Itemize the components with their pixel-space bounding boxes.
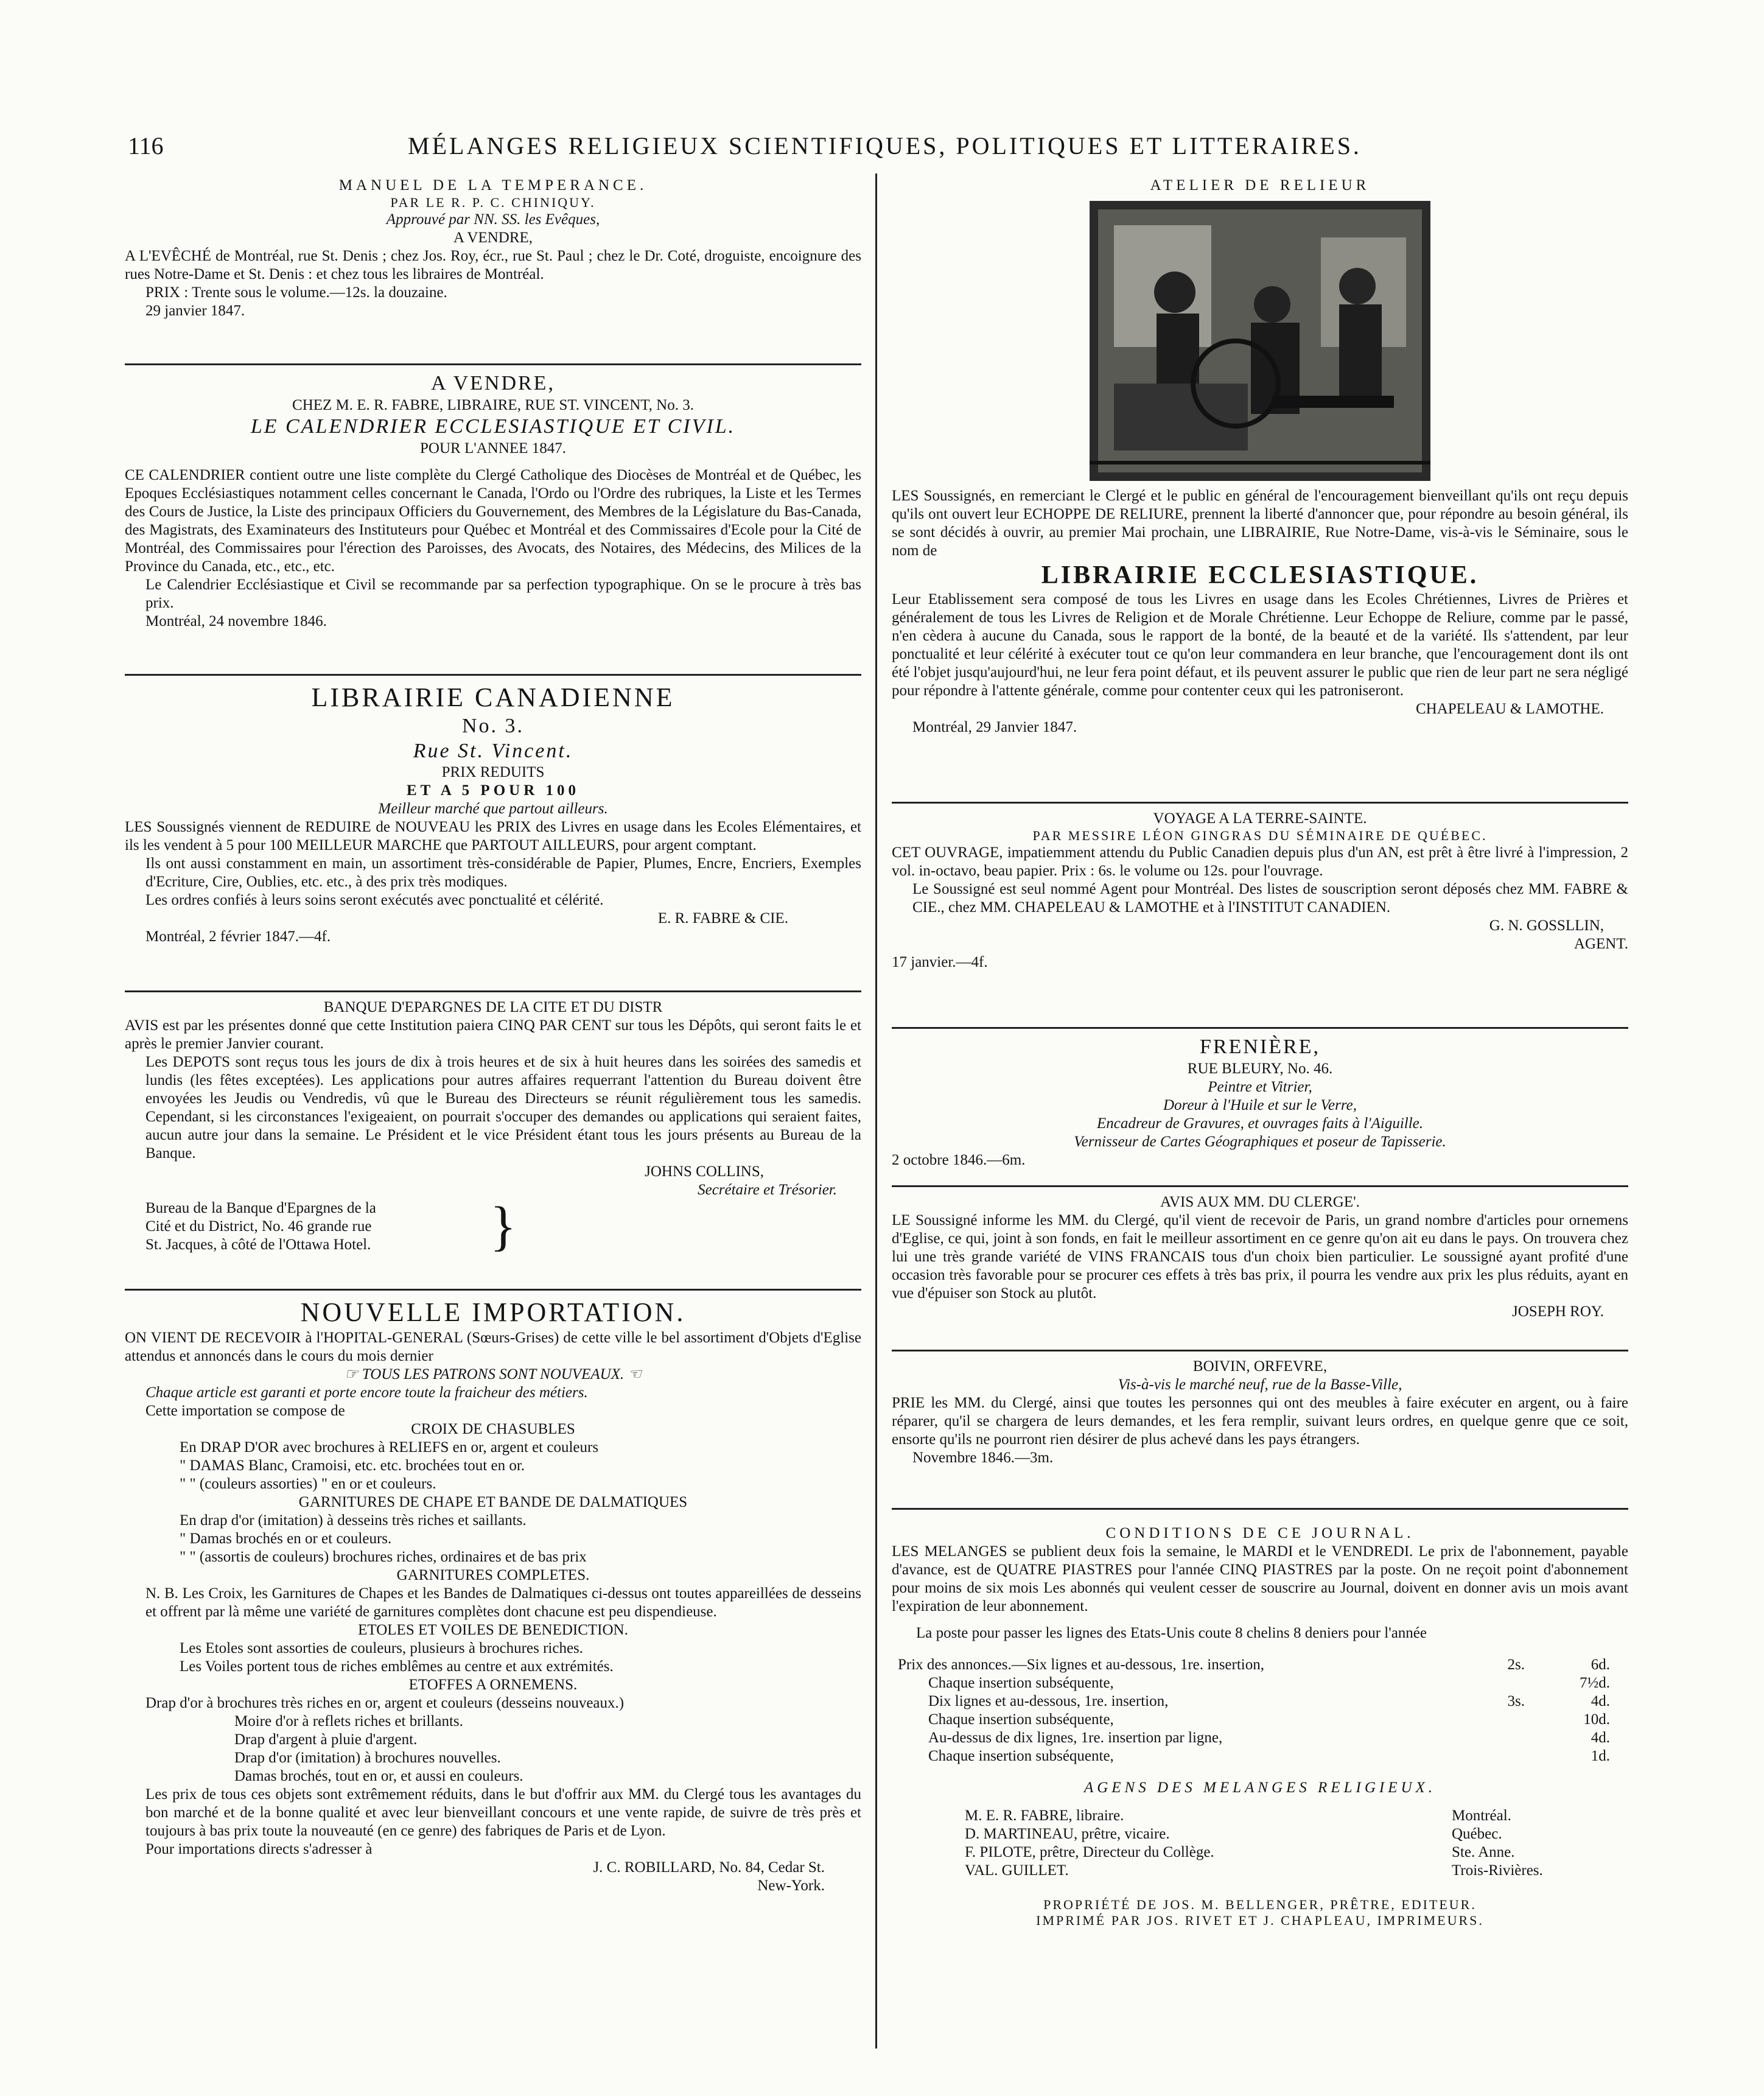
rate-row	[892, 1692, 1610, 1711]
ad-body: ON VIENT DE RECEVOIR à l'HOPITAL-GENERAL (Sœurs-Grises) de cette ville le bel assortiment d'Objets d'Eglise attendus et annoncés dans le cours du mois dernier	[125, 1329, 861, 1364]
bookbinder-engraving	[1090, 201, 1430, 481]
publisher-line: PROPRIÉTÉ DE JOS. M. BELLENGER, PRÊTRE, EDITEUR.	[1043, 1897, 1477, 1912]
ad-body: Les ordres confiés à leurs soins seront exécutés avec ponctualité et célérité.	[145, 892, 604, 909]
atelier-ad	[892, 170, 1628, 804]
ad-subheading: ETOFFES A ORNEMENS.	[408, 1676, 578, 1693]
ad-address: CHEZ M. E. R. FABRE, LIBRAIRE, RUE ST. VINCENT, No. 3.	[292, 396, 694, 413]
agent-name: M. E. R. FABRE, libraire.	[965, 1807, 1124, 1824]
rate-label: Chaque insertion subséquente,	[928, 1675, 1114, 1691]
rate-shillings: 3s.	[1507, 1693, 1525, 1709]
ad-body: LE Soussigné informe les MM. du Clergé, qu'il vient de recevoir de Paris, un grand nombre d'articles pour ornemens d'Eglise, ce qui, joint à son fonds, en fait le meilleur assortiment en ce genre qu'on ait eu dans le pays. On trouvera chez lui une très grande variété de VINS FRANCAIS tous d'un choix bien particulier. Le soussigné ayant profité d'une occasion très favorable pour se procurer ces effets à très bas prix, il pourra les vendre aux prix les plus réduits, ayant en vue d'épuiser son Stock au plutôt.	[892, 1212, 1628, 1302]
ad-signature: JOHNS COLLINS,	[645, 1163, 764, 1180]
ad-line: Pour importations directs s'adresser à	[145, 1840, 373, 1857]
ad-tagline: Meilleur marché que partout ailleurs.	[378, 801, 608, 818]
ad-signature: New-York.	[757, 1877, 825, 1894]
ad-line: Chaque article est garanti et porte encore toute la fraicheur des métiers.	[145, 1384, 588, 1401]
agent-place: Québec.	[1452, 1826, 1502, 1842]
ad-title: LIBRAIRIE CANADIENNE	[311, 682, 675, 712]
rate-pence: 10d.	[1583, 1711, 1610, 1728]
ad-body: Le Soussigné est seul nommé Agent pour Montréal. Des listes de souscription seront déposés chez MM. FABRE & CIE., chez MM. CHAPELEAU & LAMOTHE et à l'INSTITUT CANADIEN.	[912, 881, 1628, 916]
ad-signature: J. C. ROBILLARD, No. 84, Cedar St.	[593, 1859, 825, 1876]
agents-title: AGENS DES MELANGES RELIGIEUX.	[1083, 1779, 1437, 1796]
ad-banner: ☞ TOUS LES PATRONS SONT NOUVEAUX. ☜	[345, 1365, 642, 1383]
ad-brand-name: LIBRAIRIE ECCLESIASTIQUE.	[1041, 561, 1479, 589]
ad-signature: E. R. FABRE & CIE.	[657, 910, 788, 927]
ad-author: PAR LE R. P. C. CHINIQUY.	[390, 195, 596, 210]
right-column	[892, 170, 1628, 1938]
ad-body: LES Soussignés viennent de REDUIRE de NOUVEAU les PRIX des Livres en usage dans les Ecoles Elémentaires, et ils les vendent à 5 pour 100 MEILLEUR MARCHE que PARTOUT AILLEURS, pour argent comptant.	[125, 819, 861, 854]
ad-line: En DRAP D'OR avec brochures à RELIEFS en or, argent et couleurs	[180, 1439, 599, 1456]
ad-body: Les prix de tous ces objets sont extrêmement réduits, dans le but d'offrir aux MM. du Clergé tous les avantages du bon marché et de la bonne qualité et avec leur bienveillant concours et une vente rapide, de suivre de très près et toujours à bas prix toute la nouveauté (en ce genre) des fabriques de Paris et de Lyon.	[145, 1786, 861, 1839]
ad-title: MANUEL DE LA TEMPERANCE.	[338, 177, 648, 194]
agent-row	[892, 1862, 1628, 1880]
agent-name: D. MARTINEAU, prêtre, vicaire.	[965, 1826, 1170, 1842]
ad-line: Damas brochés, tout en or, et aussi en couleurs.	[234, 1767, 523, 1784]
ad-subheading: A VENDRE,	[453, 230, 533, 247]
rate-label: Au-dessus de dix lignes, 1re. insertion par ligne,	[928, 1730, 1223, 1746]
ad-signature: CHAPELEAU & LAMOTHE.	[1415, 701, 1604, 718]
ad-title: LE CALENDRIER ECCLESIASTIQUE ET CIVIL.	[250, 415, 736, 438]
page-number: 116	[128, 132, 164, 159]
ad-subheading: PRIX REDUITS	[441, 764, 545, 781]
agent-place: Montréal.	[1452, 1807, 1511, 1824]
ad-rate: ET A 5 POUR 100	[406, 782, 580, 799]
ad-title: NOUVELLE IMPORTATION.	[300, 1297, 686, 1327]
left-column	[125, 170, 861, 1904]
boivin-ad	[892, 1351, 1628, 1510]
rate-shillings: 2s.	[1507, 1656, 1525, 1673]
brace-glyph: }	[490, 1196, 517, 1257]
conditions-section	[892, 1510, 1628, 1938]
rate-row	[892, 1711, 1610, 1729]
rate-label: Chaque insertion subséquente,	[928, 1711, 1114, 1728]
ad-line: " Damas brochés en or et couleurs.	[180, 1530, 392, 1547]
ad-title: BOIVIN, ORFEVRE,	[1192, 1358, 1328, 1375]
voyage-ad	[892, 804, 1628, 1029]
rate-row	[892, 1674, 1610, 1692]
section-body: LES MELANGES se publient deux fois la semaine, le MARDI et le VENDREDI. Le prix de l'abonnement, payable d'avance, est de QUATRE PIASTRES pour l'année CINQ PIASTRES par la poste. On ne reçoit point d'abonnement pour moins de six mois Les abonnés qui veulent cesser de souscrire au Journal, doivent en donner avis un mois avant l'expiration de leur abonnement.	[892, 1543, 1628, 1614]
ad-date: Novembre 1846.—3m.	[912, 1449, 1054, 1466]
ad-line: Drap d'argent à pluie d'argent.	[234, 1731, 418, 1748]
ad-line: Drap d'or à brochures très riches en or, argent et couleurs (desseins nouveaux.)	[145, 1694, 625, 1711]
ad-line: " " (couleurs assorties) " en or et couleurs.	[180, 1475, 436, 1492]
ad-line: Les Etoles sont assorties de couleurs, plusieurs à brochures riches.	[180, 1639, 584, 1656]
ad-approval: Approuvé par NN. SS. les Evêques,	[386, 211, 600, 228]
rate-shillings	[1452, 1711, 1525, 1729]
ad-heading: A VENDRE,	[431, 372, 555, 394]
ad-line: " DAMAS Blanc, Cramoisi, etc. etc. brochées tout en or.	[180, 1457, 525, 1474]
agents-list	[892, 1807, 1628, 1880]
ad-title: FRENIÈRE,	[1200, 1036, 1320, 1058]
address-line: St. Jacques, à côté de l'Ottawa Hotel.	[145, 1236, 371, 1253]
agent-row	[892, 1807, 1628, 1825]
rate-pence: 6d.	[1591, 1656, 1610, 1673]
rate-label: Dix lignes et au-dessous, 1re. insertion,	[928, 1693, 1169, 1709]
ad-address: Vis-à-vis le marché neuf, rue de la Basse-Ville,	[1118, 1376, 1402, 1393]
rate-row	[892, 1656, 1610, 1674]
ad-line: Moire d'or à reflets riches et brillants.	[234, 1712, 463, 1730]
rate-label: Chaque insertion subséquente,	[928, 1748, 1114, 1764]
section-title: CONDITIONS DE CE JOURNAL.	[1105, 1525, 1415, 1541]
agent-place: Ste. Anne.	[1452, 1844, 1515, 1860]
ad-title: ATELIER DE RELIEUR	[1150, 177, 1370, 194]
rate-pence: 4d.	[1591, 1730, 1610, 1746]
ad-body: LES Soussignés, en remerciant le Clergé et le public en général de l'encouragement bienveillant qu'ils ont reçu depuis qu'ils ont ouvert leur ECHOPPE DE RELIURE, prennent la liberté d'annoncer que, pour répondre au besoin général, ils se sont décidés à ouvrir, au premier Mai prochain, une LIBRAIRIE, Rue Notre-Dame, vis-à-vis le Séminaire, sous le nom de	[892, 488, 1628, 559]
ad-date: 17 janvier.—4f.	[892, 954, 988, 971]
rate-label: Prix des annonces.—Six lignes et au-dessous, 1re. insertion,	[898, 1656, 1264, 1673]
bank-address	[125, 1196, 861, 1257]
ad-title: AVIS AUX MM. DU CLERGE'.	[1160, 1194, 1360, 1210]
ad-body: CE CALENDRIER contient outre une liste complète du Clergé Catholique des Diocèses de Montréal et de Québec, les Epoques Ecclésiastiques notamment celles concernant le Canada, l'Ordo ou l'Ordre des rubriques, la Liste et les Termes des Cours de Justice, la Liste des principaux Officiers du Gouvernement, des Membres de la Législature du Bas-Canada, des Magistrats, des Examinateurs des Instituteurs pour Québec et Montréal et des Commissaires d'Ecole pour la Cité de Montréal, des Commissaires pour l'érection des Paroisses, des Avocats, des Notaires, des Médecins, des Milices de la Province du Canada, etc., etc., etc.	[125, 466, 861, 575]
rate-shillings	[1452, 1747, 1525, 1765]
ad-line: Cette importation se compose de	[145, 1402, 345, 1419]
ad-street: Rue St. Vincent.	[413, 739, 573, 762]
ad-body: PRIE les MM. du Clergé, ainsi que toutes les personnes qui ont des meubles à faire exécuter en argent, ou à faire réparer, qu'il se chargera de leurs demandes, et les fera remplir, suivant leurs ordres, en quelque genre que ce soit, ensorte qu'ils ne pourront rien désirer de plus achevé dans les pays étrangers.	[892, 1395, 1628, 1448]
ad-line: Vernisseur de Cartes Géographiques et poseur de Tapisserie.	[1074, 1133, 1446, 1150]
ad-subheading: POUR L'ANNEE 1847.	[420, 440, 566, 457]
ad-body: N. B. Les Croix, les Garnitures de Chapes et les Bandes de Dalmatiques ci-dessus ont toutes appareillées de desseins et offrent par là même une variété de garnitures complètes dont chacune est peu dispendieuse.	[145, 1585, 861, 1620]
agent-name: VAL. GUILLET.	[965, 1862, 1069, 1879]
ad-line: Les Voiles portent tous de riches emblêmes au centre et aux extrémités.	[180, 1658, 614, 1675]
librairie-ad	[125, 676, 861, 992]
agent-name: F. PILOTE, prêtre, Directeur du Collège.	[965, 1844, 1214, 1860]
ad-title: VOYAGE A LA TERRE-SAINTE.	[1153, 810, 1367, 827]
address-line: Cité et du District, No. 46 grande rue	[145, 1218, 372, 1235]
ad-body: A L'EVÊCHÉ de Montréal, rue St. Denis ; chez Jos. Roy, écr., rue St. Paul ; chez le Dr. Coté, droguiste, encoignure des rues Notre-Dame et St. Denis : et chez tous les libraires de Montréal.	[125, 248, 861, 283]
ad-date: 2 octobre 1846.—6m.	[892, 1151, 1026, 1168]
banque-ad	[125, 992, 861, 1291]
ad-address: RUE BLEURY, No. 46.	[1187, 1060, 1333, 1077]
temperance-ad	[125, 170, 861, 365]
ad-body: Leur Etablissement sera composé de tous les Livres en usage dans les Ecoles Chrétiennes, Livres de Prières et généralement de tous les Livres de Religion et de Morale Chrétienne. Leur Echoppe de Reliure, comme par le passé, n'en cèdera à aucune du Canada, sous le rapport de la bonté, de la beauté et de la variété. Ils s'attendent, par leur ponctualité et leur célérité à exécuter tout ce qu'on leur commandera en leur branche, que l'encouragement dont ils ont été l'objet jusqu'aujourd'hui, ne leur fera point défaut, et ils peuvent assurer le public que rien de leur part ne sera négligé pour répondre à l'attente générale, comme pour contenter ceux qui les patroniseront.	[892, 591, 1628, 699]
ad-date: Montréal, 24 novembre 1846.	[145, 612, 327, 629]
section-line: La poste pour passer les lignes des Etats-Unis coute 8 chelins 8 deniers pour l'année	[916, 1625, 1427, 1641]
ad-line: " " (assortis de couleurs) brochures riches, ordinaires et de bas prix	[180, 1548, 587, 1565]
agent-place: Trois-Rivières.	[1452, 1862, 1543, 1879]
rate-row	[892, 1747, 1610, 1765]
page-title: MÉLANGES RELIGIEUX SCIENTIFIQUES, POLITIQUES ET LITTERAIRES.	[408, 132, 1362, 159]
ad-price: PRIX : Trente sous le volume.—12s. la douzaine.	[145, 284, 447, 301]
rate-shillings	[1452, 1729, 1525, 1747]
ad-subheading: GARNITURES DE CHAPE ET BANDE DE DALMATIQUES	[298, 1493, 688, 1510]
agent-row	[892, 1843, 1628, 1862]
rate-pence: 7½d.	[1580, 1675, 1610, 1691]
importation-ad	[125, 1291, 861, 1904]
ad-line: Doreur à l'Huile et sur le Verre,	[1163, 1096, 1357, 1113]
ad-subheading: CROIX DE CHASUBLES	[411, 1420, 575, 1437]
calendrier-ad	[125, 365, 861, 676]
ad-line: En drap d'or (imitation) à desseins très riches et saillants.	[180, 1512, 527, 1529]
ad-date: Montréal, 2 février 1847.—4f.	[145, 928, 331, 945]
ad-body: CET OUVRAGE, impatiemment attendu du Public Canadien depuis plus d'un AN, est prêt à être livré à l'impression, 2 vol. in-octavo, beau papier. Prix : 6s. le volume ou 12s. pour l'ouvrage.	[892, 844, 1628, 880]
ad-body: Ils ont aussi constamment en main, un assortiment très-considérable de Papier, Plumes, Encre, Encriers, Exemples d'Ecriture, Cire, Oublies, etc. etc., à des prix très modiques.	[145, 855, 861, 891]
ad-signature-role: AGENT.	[1573, 936, 1628, 953]
agent-row	[892, 1825, 1628, 1843]
rate-row	[892, 1729, 1610, 1747]
ad-body: AVIS est par les présentes donné que cette Institution paiera CINQ PAR CENT sur tous les Dépôts, qui seront faits le et après le premier Janvier courant.	[125, 1017, 861, 1052]
ad-signature: JOSEPH ROY.	[1512, 1303, 1604, 1320]
ad-date: 29 janvier 1847.	[145, 303, 245, 320]
rate-shillings	[1452, 1674, 1525, 1692]
rate-pence: 1d.	[1591, 1748, 1610, 1764]
ad-signature: G. N. GOSSLLIN,	[1489, 917, 1604, 934]
ad-date: Montréal, 29 Janvier 1847.	[912, 719, 1077, 736]
ad-body: Les DEPOTS sont reçus tous les jours de dix à trois heures et de six à huit heures dans les soirées des samedis et lundis (les fêtes exceptées). Les applications pour autres affaires requerrant l'attention du Bureau doivent être envoyées les Jeudis ou Vendredis, vû que le Bureau des Directeurs se réunit régulièrement tous les samedis. Cependant, si les circonstances l'exigeaient, on pourrait s'occuper des demandes ou applications qui seraient faites, aucun autre jour dans la semaine. Le Président et le vice Président étant tous les jours présents au Bureau de la Banque.	[145, 1054, 861, 1162]
address-line: Bureau de la Banque d'Epargnes de la	[145, 1200, 376, 1216]
ad-subheading: ETOLES ET VOILES DE BENEDICTION.	[358, 1621, 628, 1638]
ad-subheading: GARNITURES COMPLETES.	[396, 1566, 590, 1583]
printer-line: IMPRIMÉ PAR JOS. RIVET ET J. CHAPLEAU, IMPRIMEURS.	[1036, 1913, 1484, 1929]
avis-ad	[892, 1187, 1628, 1351]
ad-number: No. 3.	[461, 714, 525, 737]
column-divider	[875, 173, 877, 2049]
rates-table	[892, 1656, 1610, 1765]
ad-title: BANQUE D'EPARGNES DE LA CITE ET DU DISTR	[323, 999, 663, 1015]
ad-line: Peintre et Vitrier,	[1208, 1078, 1312, 1095]
ad-line: Encadreur de Gravures, et ouvrages faits à l'Aiguille.	[1096, 1115, 1424, 1132]
rate-pence: 4d.	[1591, 1693, 1610, 1709]
ad-signature-role: Secrétaire et Trésorier.	[698, 1182, 837, 1198]
ad-author: PAR MESSIRE LÉON GINGRAS DU SÉMINAIRE DE QUÉBEC.	[1032, 828, 1488, 843]
freniere-ad	[892, 1029, 1628, 1187]
ad-body: Le Calendrier Ecclésiastique et Civil se recommande par sa perfection typographique. On se le procure à très bas prix.	[145, 576, 861, 611]
page-header	[128, 131, 1637, 162]
ad-line: Drap d'or (imitation) à brochures nouvelles.	[234, 1749, 501, 1766]
